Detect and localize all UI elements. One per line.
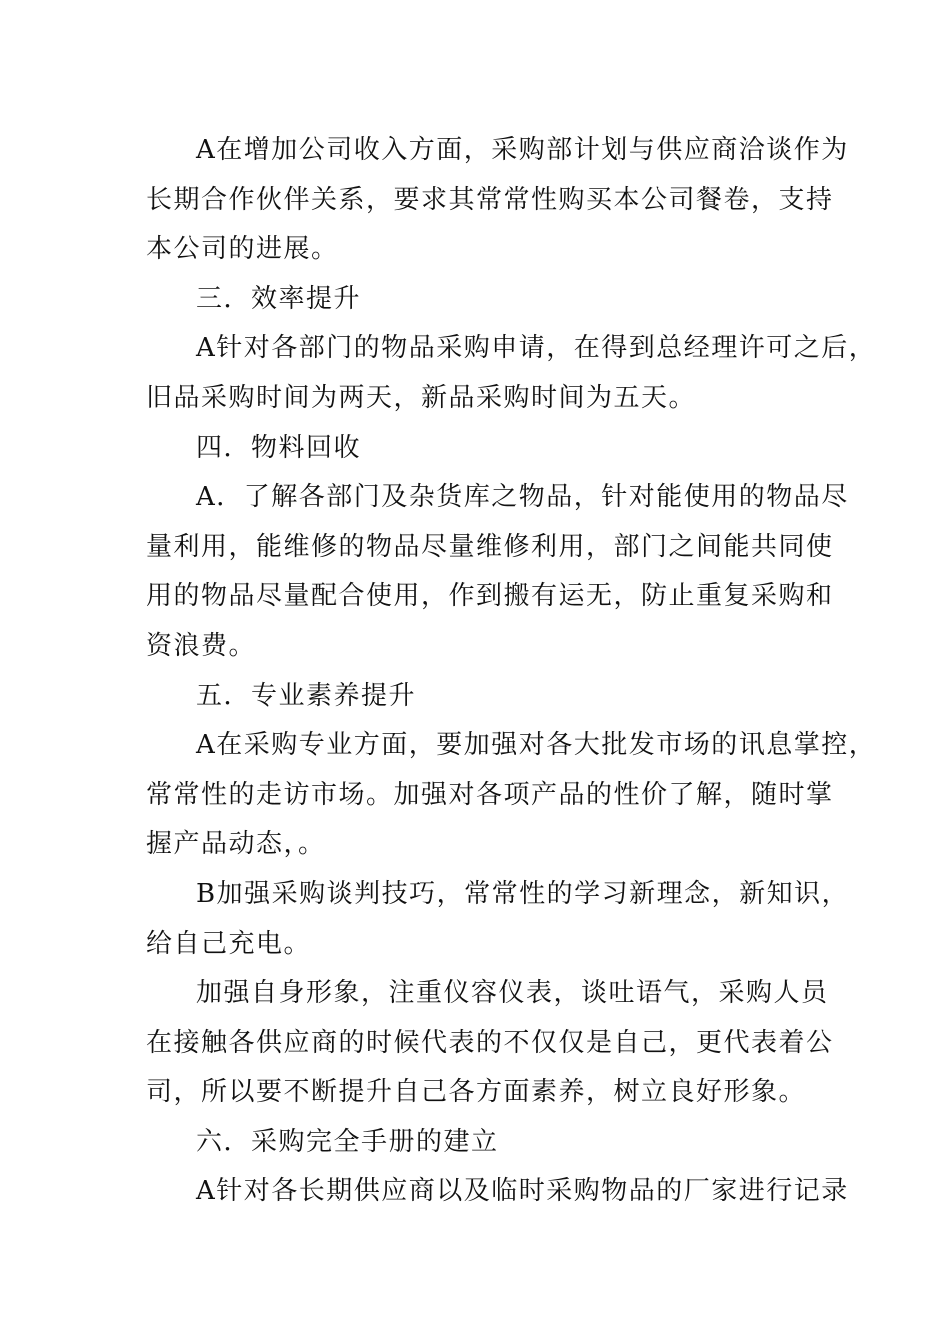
paragraph-line: 司，所以要不断提升自己各方面素养，树立良好形象。 bbox=[146, 1077, 807, 1108]
paragraph-line: 常常性的走访市场。加强对各项产品的性价了解，随时掌 bbox=[146, 779, 834, 810]
section-heading: 三．效率提升 bbox=[196, 283, 362, 314]
paragraph-line: 握产品动态，。 bbox=[146, 829, 326, 860]
paragraph-line: 本公司的进展。 bbox=[146, 234, 339, 265]
paragraph-line: 资浪费。 bbox=[146, 630, 257, 661]
paragraph-line: B加强采购谈判技巧，常常性的学习新理念，新知识， bbox=[196, 878, 850, 909]
section-heading: 四．物料回收 bbox=[196, 432, 362, 463]
section-heading: 五．专业素养提升 bbox=[196, 680, 417, 711]
paragraph-line: 旧品采购时间为两天，新品采购时间为五天。 bbox=[146, 382, 697, 413]
paragraph-line: 在接触各供应商的时候代表的不仅仅是自己，更代表着公 bbox=[146, 1027, 834, 1058]
paragraph-line: A针对各长期供应商以及临时采购物品的厂家进行记录 bbox=[196, 1176, 849, 1207]
paragraph-line: 长期合作伙伴关系，要求其常常性购买本公司餐卷，支持 bbox=[146, 184, 834, 215]
paragraph-line: 量利用，能维修的物品尽量维修利用，部门之间能共同使 bbox=[146, 531, 834, 562]
section-heading: 六．采购完全手册的建立 bbox=[196, 1126, 499, 1157]
paragraph-line: A．了解各部门及杂货库之物品，针对能使用的物品尽 bbox=[196, 482, 849, 513]
paragraph-line: A针对各部门的物品采购申请，在得到总经理许可之后， bbox=[196, 333, 877, 364]
paragraph-line: 给自己充电。 bbox=[146, 928, 312, 959]
paragraph-line: 加强自身形象，注重仪容仪表，谈吐语气，采购人员 bbox=[196, 978, 829, 1009]
paragraph-line: A在增加公司收入方面，采购部计划与供应商洽谈作为 bbox=[196, 135, 849, 165]
document-body bbox=[146, 126, 877, 1217]
paragraph-line: A在采购专业方面，要加强对各大批发市场的讯息掌控， bbox=[196, 730, 877, 761]
paragraph-line: 用的物品尽量配合使用，作到搬有运无，防止重复采购和 bbox=[146, 581, 834, 612]
